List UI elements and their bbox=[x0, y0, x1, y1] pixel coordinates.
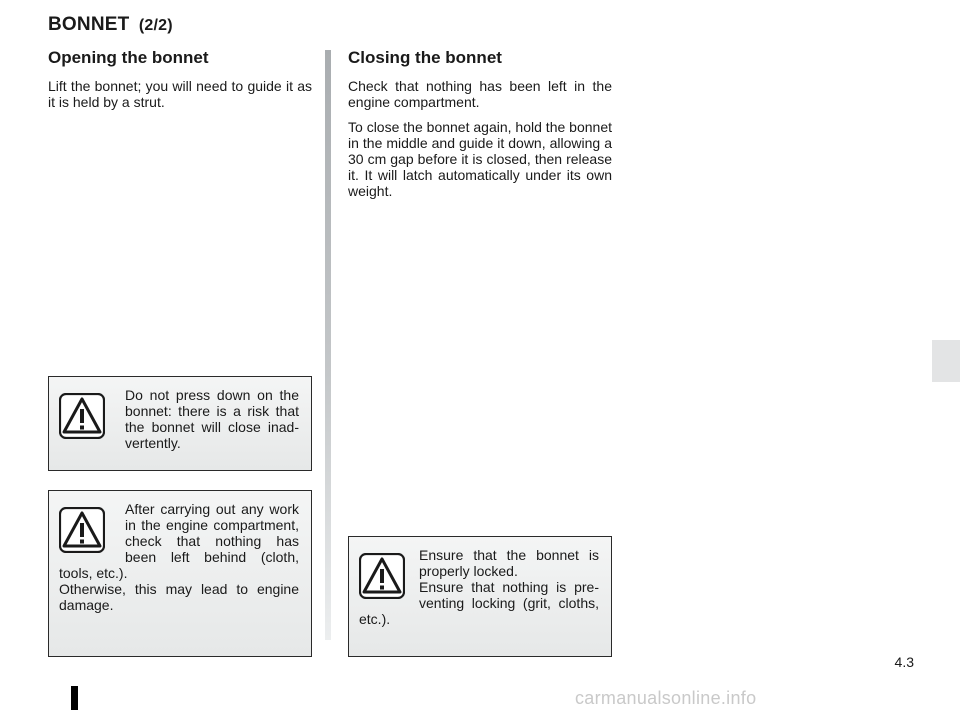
warning-text-line-1: After carrying out any work in the engine compartment, check that nothing has been left behind (cloth, tools, etc.). bbox=[59, 501, 299, 581]
column-divider bbox=[325, 50, 331, 640]
closing-paragraph-2: To close the bonnet again, hold the bonnet in the middle and guide it down, allowing a 30 cm gap before it is closed, then release it. It will latch automatically under its own weight. bbox=[348, 119, 612, 199]
page-number: 4.3 bbox=[894, 654, 914, 670]
page-title bbox=[48, 14, 173, 36]
bottom-crop-mark bbox=[71, 686, 78, 710]
warning-triangle-icon bbox=[59, 393, 105, 439]
opening-section bbox=[48, 48, 312, 119]
warning-box-pressing bbox=[48, 376, 312, 471]
closing-heading: Closing the bonnet bbox=[348, 48, 502, 67]
warning-box-locking bbox=[348, 536, 612, 657]
chapter-side-tab bbox=[932, 340, 960, 382]
watermark: carmanualsonline.info bbox=[575, 688, 757, 708]
page-title-text: BONNET bbox=[48, 14, 130, 35]
closing-section bbox=[348, 48, 612, 208]
warning-triangle-icon bbox=[359, 553, 405, 599]
warning-box-engine-work bbox=[48, 490, 312, 657]
opening-heading: Opening the bonnet bbox=[48, 48, 209, 67]
warning-text-line-2: Ensure that nothing is preventing locking (grit, cloths, etc.). bbox=[359, 579, 599, 627]
warning-text-line-1: Ensure that the bonnet is properly locked. bbox=[419, 547, 599, 579]
warning-text-line-2: Otherwise, this may lead to engine damage. bbox=[59, 581, 299, 613]
warning-triangle-icon bbox=[59, 507, 105, 553]
page-title-suffix: (2/2) bbox=[138, 17, 173, 34]
warning-text-pressing: Do not press down on the bonnet: there is a risk that the bonnet will close inadvertently. bbox=[125, 387, 299, 451]
opening-paragraph: Lift the bonnet; you will need to guide it as it is held by a strut. bbox=[48, 78, 312, 110]
closing-paragraph-1: Check that nothing has been left in the engine compartment. bbox=[348, 78, 612, 110]
